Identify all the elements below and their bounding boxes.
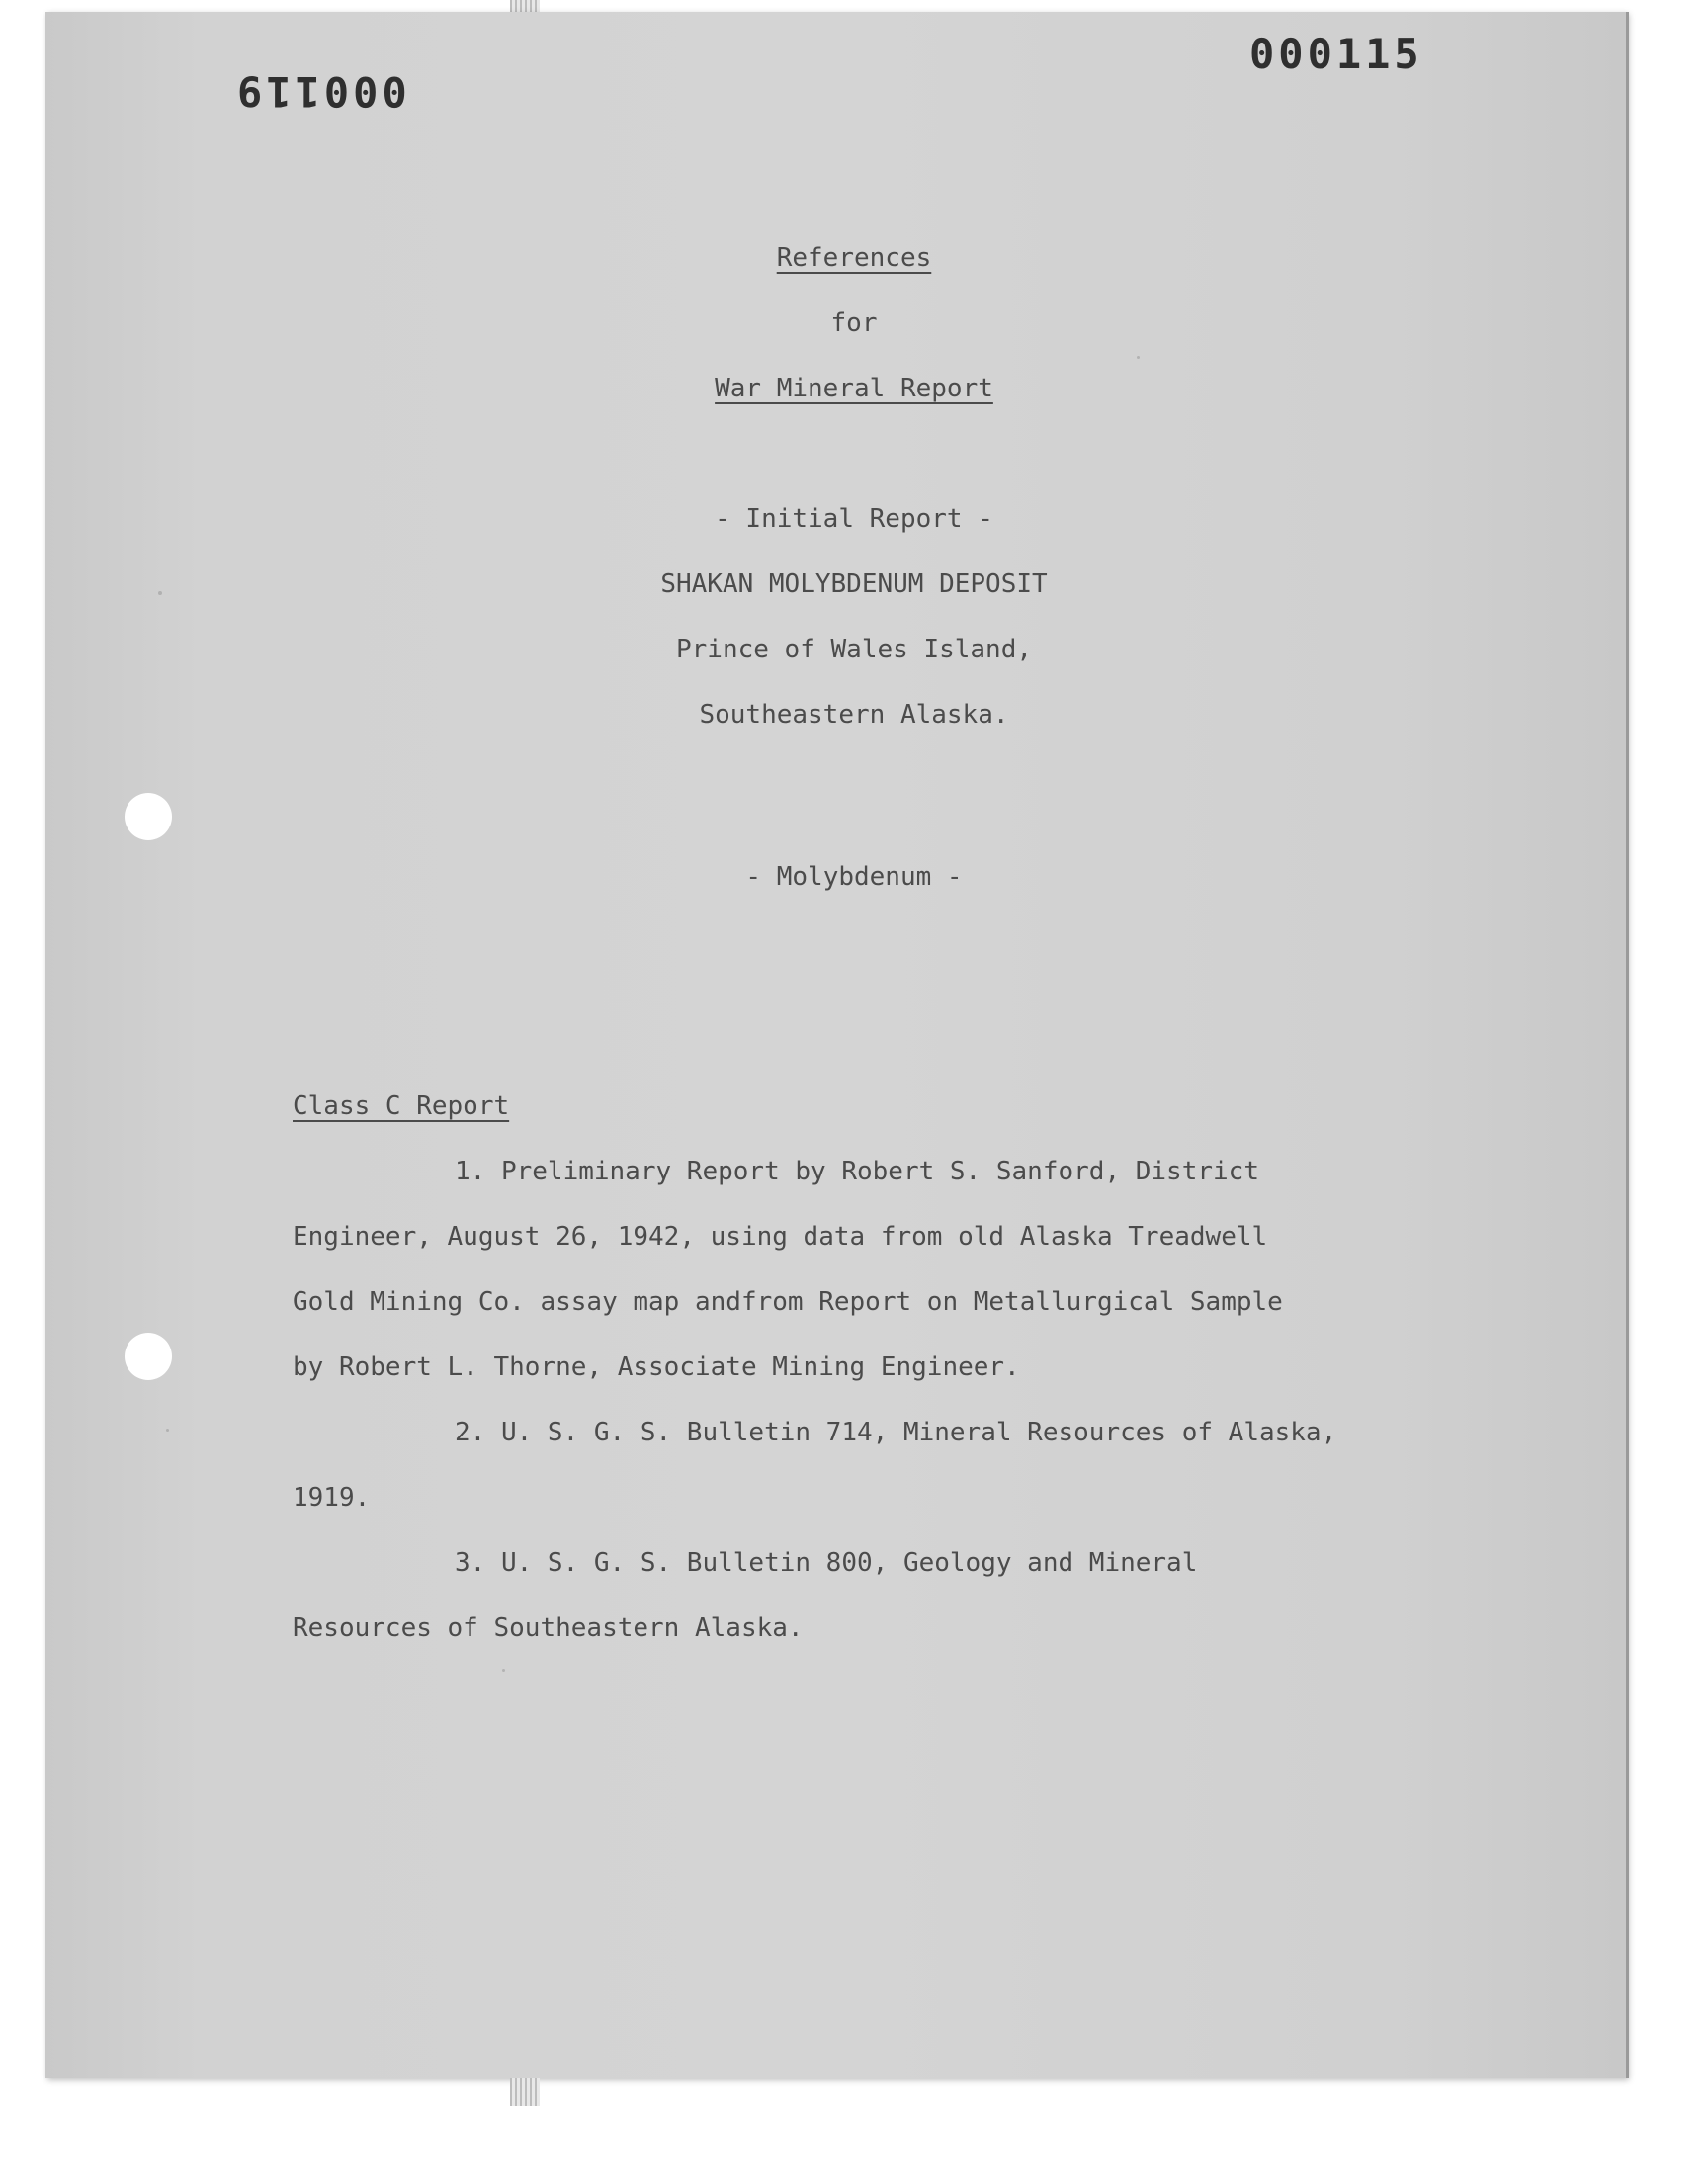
page-number-stamp: 000115 — [1249, 30, 1423, 78]
punch-hole — [125, 1333, 172, 1380]
deposit-location-region: Southeastern Alaska. — [699, 700, 1009, 730]
speck — [166, 1429, 169, 1432]
punch-hole — [125, 793, 172, 840]
deposit-name: SHAKAN MOLYBDENUM DEPOSIT — [660, 569, 1048, 599]
reference-1-line-4: by Robert L. Thorne, Associate Mining Engineer. — [293, 1352, 1020, 1382]
speck — [1137, 356, 1140, 359]
class-heading: Class C Report — [293, 1091, 510, 1121]
reference-1-line-2: Engineer, August 26, 1942, using data from old Alaska Treadwell — [293, 1222, 1268, 1252]
binding-strip-bottom — [510, 2078, 540, 2106]
report-type: - Initial Report - — [715, 504, 993, 534]
deposit-location-island: Prince of Wales Island, — [675, 635, 1033, 664]
page-number-stamp-inverted: 000119 — [233, 67, 407, 116]
reference-1-line-3: Gold Mining Co. assay map andfrom Report on Metallurgical Sample — [293, 1287, 1283, 1317]
reference-1-line-1: 1. Preliminary Report by Robert S. Sanford, District — [455, 1157, 1259, 1186]
reference-3-line-2: Resources of Southeastern Alaska. — [293, 1613, 804, 1643]
document-title: References — [776, 243, 932, 273]
document-subtitle: War Mineral Report — [715, 374, 993, 403]
reference-2-line-1: 2. U. S. G. S. Bulletin 714, Mineral Resources of Alaska, — [455, 1418, 1337, 1447]
reference-2-line-2: 1919. — [293, 1483, 371, 1513]
mineral-name: - Molybdenum - — [745, 862, 963, 892]
speck — [502, 1669, 505, 1672]
reference-3-line-1: 3. U. S. G. S. Bulletin 800, Geology and Mineral — [455, 1548, 1198, 1578]
title-connector: for — [830, 308, 878, 338]
